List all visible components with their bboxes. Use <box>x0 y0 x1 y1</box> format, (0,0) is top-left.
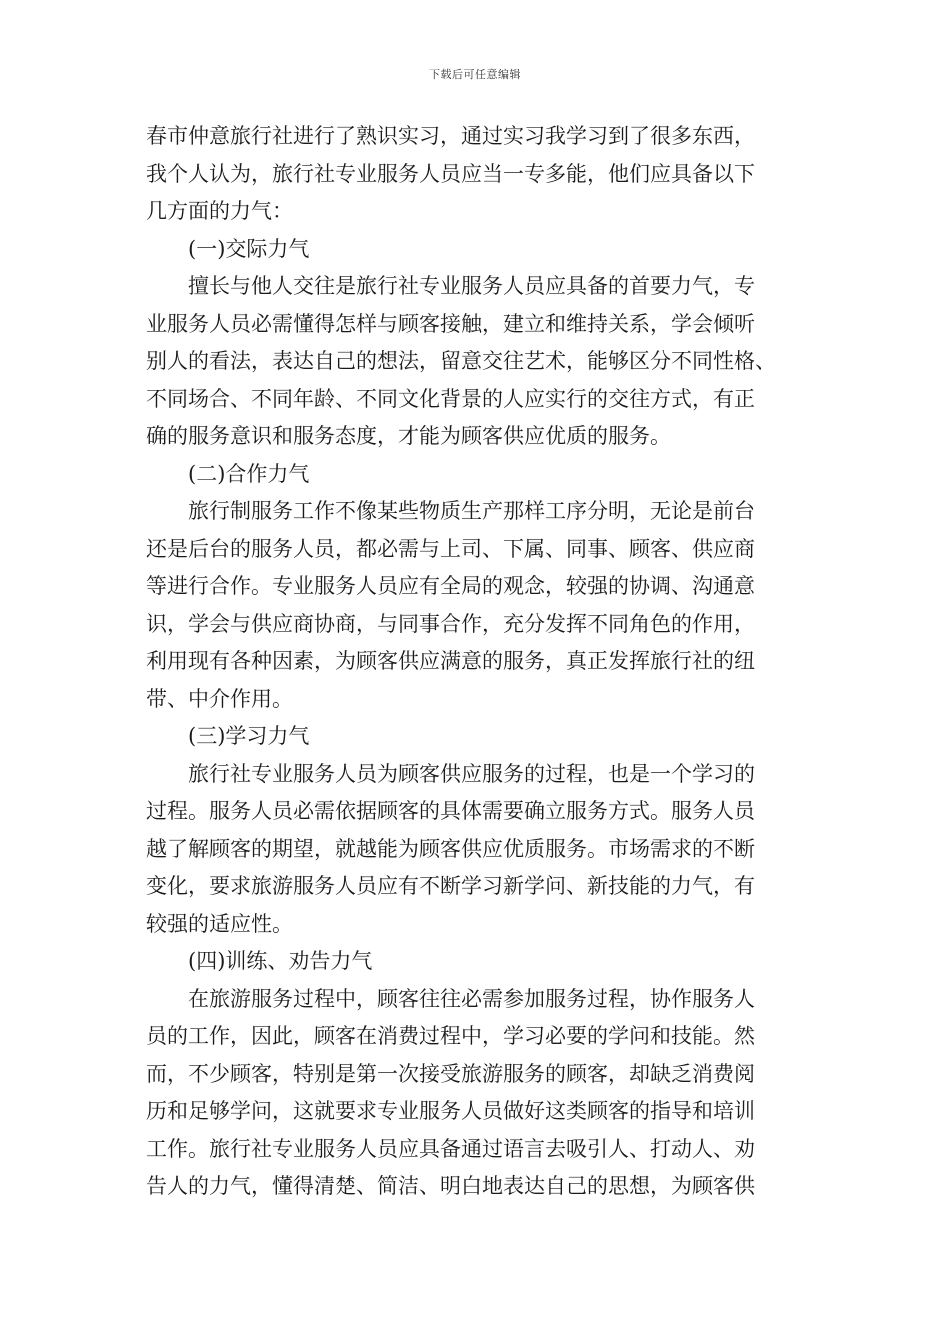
text-line: 带、中介作用。 <box>146 686 293 711</box>
text-line: 春市仲意旅行社进行了熟识实习，通过实习我学习到了很多东西， <box>146 124 755 148</box>
text-line: 等进行合作。专业服务人员应有全局的观念，较强的协调、沟通意 <box>146 574 755 598</box>
text-line: 我个人认为，旅行社专业服务人员应当一专多能，他们应具备以下 <box>146 161 755 186</box>
text-line: 越了解顾客的期望，就越能为顾客供应优质服务。市场需求的不断 <box>146 836 755 861</box>
text-line: 识，学会与供应商协商，与同事合作，充分发挥不同角色的作用， <box>146 611 755 636</box>
text-line: 不同场合、不同年龄、不同文化背景的人应实行的交往方式，有正 <box>146 386 755 411</box>
text-line: 工作。旅行社专业服务人员应具备通过语言去吸引人、打动人、劝 <box>146 1136 755 1161</box>
text-line: 员的工作，因此，顾客在消费过程中，学习必要的学问和技能。然 <box>146 1024 755 1048</box>
text-line: 确的服务意识和服务态度，才能为顾客供应优质的服务。 <box>146 424 671 448</box>
section-heading-4: (四)训练、劝告力气 <box>188 949 373 973</box>
text-line: 擅长与他人交往是旅行社专业服务人员应具备的首要力气，专 <box>188 274 755 298</box>
text-line: 旅行社专业服务人员为顾客供应服务的过程，也是一个学习的 <box>188 761 755 786</box>
text-line: 较强的适应性。 <box>146 911 293 936</box>
text-line: 变化，要求旅游服务人员应有不断学习新学问、新技能的力气，有 <box>146 874 755 898</box>
text-line: 历和足够学问，这就要求专业服务人员做好这类顾客的指导和培训 <box>146 1099 755 1123</box>
text-line: 利用现有各种因素，为顾客供应满意的服务，真正发挥旅行社的纽 <box>146 649 755 673</box>
section-heading-1: (一)交际力气 <box>188 236 310 261</box>
text-line: 还是后台的服务人员，都必需与上司、下属、同事、顾客、供应商 <box>146 536 755 561</box>
page-header: 下载后可任意编辑 <box>429 68 521 81</box>
text-line: 业服务人员必需懂得怎样与顾客接触，建立和维持关系，学会倾听 <box>146 311 755 336</box>
text-line: 别人的看法，表达自己的想法，留意交往艺术，能够区分不同性格、 <box>146 349 776 373</box>
document-body <box>146 118 806 1206</box>
text-line: 旅行制服务工作不像某些物质生产那样工序分明，无论是前台 <box>188 499 755 523</box>
section-heading-3: (三)学习力气 <box>188 724 310 748</box>
text-line: 在旅游服务过程中，顾客往往必需参加服务过程，协作服务人 <box>188 986 755 1011</box>
text-line: 而，不少顾客，特别是第一次接受旅游服务的顾客，却缺乏消费阅 <box>146 1061 755 1086</box>
text-line: 几方面的力气： <box>146 199 293 223</box>
section-heading-2: (二)合作力气 <box>188 461 310 486</box>
text-line: 告人的力气，懂得清楚、简洁、明白地表达自己的思想，为顾客供 <box>146 1174 755 1198</box>
text-line: 过程。服务人员必需依据顾客的具体需要确立服务方式。服务人员 <box>146 799 755 823</box>
